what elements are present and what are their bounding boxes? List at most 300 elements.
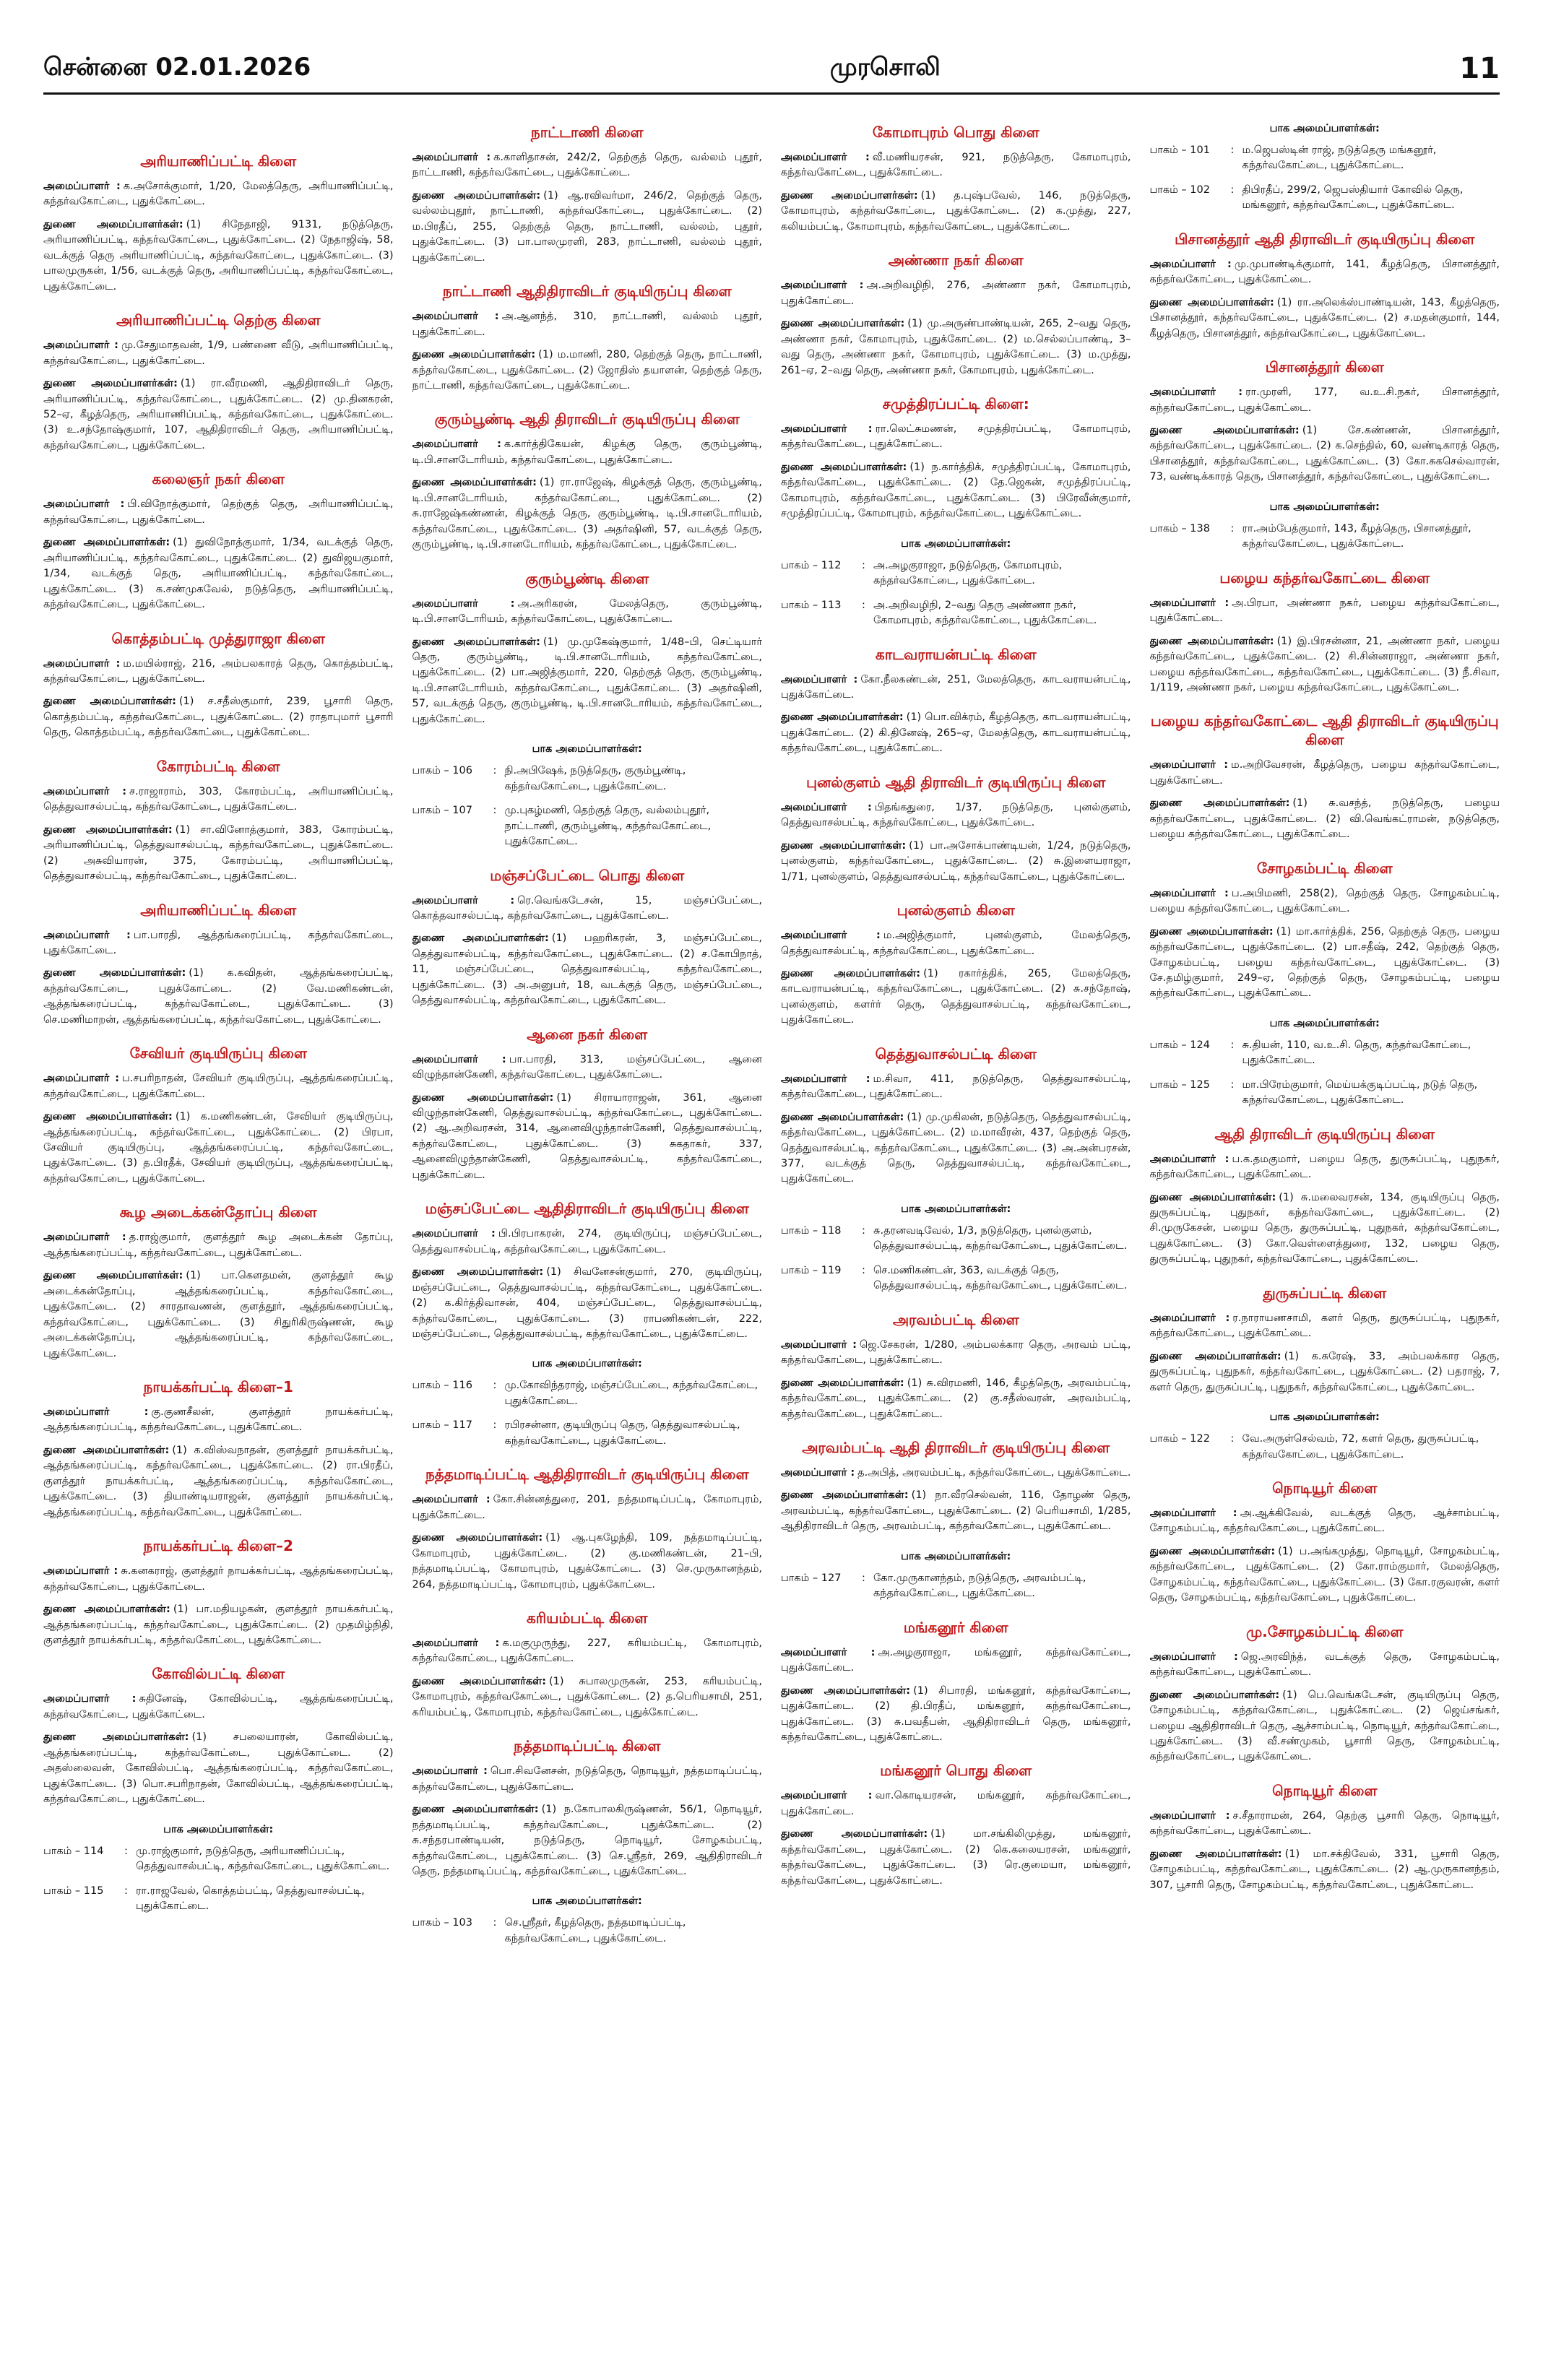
secretary-text: ச.சீதாராமன், 264, தெற்கு பூசாரி தெரு, நொடியூர், கந்தர்வகோட்டை, புதுக்கோட்டை. <box>1149 1809 1500 1838</box>
branch-title: நத்தமாடிப்பட்டி கிளை <box>514 1737 661 1755</box>
branch-title: நாயக்கர்பட்டி கிளை–1 <box>143 1378 293 1396</box>
deputies-label: துணை அமைப்பாளர்கள்: <box>1149 1350 1281 1362</box>
part-number: பாகம் – 138 <box>1149 522 1210 535</box>
branch-title: பழைய கந்தர்வகோட்டை கிளை <box>1219 568 1430 587</box>
branch-title: குரும்பூண்டி ஆதி திராவிடர் குடியிருப்பு கிளை <box>434 410 740 428</box>
branch-title: ஆனை நகர் கிளை <box>527 1025 648 1043</box>
part-text: ம.ஜெபஸ்டின் ராஜ், நடுத்தெரு மங்கனூர், கந்தர்வகோட்டை, புதுக்கோட்டை. <box>1242 144 1437 172</box>
part-text: ரபிரசன்னா, குடியிருப்பு தெரு, தெத்துவாசல்பட்டி, கந்தர்வகோட்டை, புதுக்கோட்டை. <box>504 1419 740 1447</box>
part-row <box>781 1571 1131 1602</box>
branch-title: மங்கனூர் கிளை <box>903 1618 1008 1636</box>
branch-title: கரியம்பட்டி கிளை <box>527 1609 648 1627</box>
branch-section <box>1150 711 1500 842</box>
part-separator: : <box>493 1917 497 1929</box>
deputies-entry <box>781 710 1131 756</box>
part-secretaries <box>412 1895 763 1947</box>
secretary-label: அமைப்பாளர் : <box>412 152 491 163</box>
deputies-label: துணை அமைப்பாளர்கள்: <box>412 636 540 648</box>
secretary-text: பி.பிரபாகரன், 274, குடியிருப்பு, மஞ்சப்பேட்டை, தெத்துவாசல்பட்டி, கந்தர்வகோட்டை, புதுக்கோட்டை. <box>412 1228 762 1255</box>
deputies-text: (1) க.மணிகண்டன், சேவியர் குடியிருப்பு, ஆத்தங்கரைப்பட்டி, கந்தர்வகோட்டை, புதுக்கோட்டை. (2) பிரபா, சேவியர் குடியிருப்பு, ஆத்தங்கரைப்பட்டி, கந்தர்வகோட்டை, புதுக்கோட்டை. (3) த.பிரதீக், சேவியர் குடியிருப்பு, ஆத்தங்கரைப்பட்டி, கந்தர்வகோட்டை, புதுக்கோட்டை. <box>43 1111 394 1185</box>
secretary-label: அமைப்பாளர் : <box>1149 597 1229 609</box>
secretary-text: த.ராஜ்குமார், குளத்தூர் கூழ அடைக்கன் தோப்பு, ஆத்தங்கரைப்பட்டி, கந்தர்வகோட்டை, புதுக்கோட்டை. <box>43 1232 394 1259</box>
secretary-text: க.கார்த்திகேயன், கிழக்கு தெரு, குரும்பூண்டி, டி.பி.சானடோரியம், கந்தர்வகோட்டை, புதுக்கோட்டை. <box>412 438 762 466</box>
secretary-entry <box>412 150 763 181</box>
deputies-label: துணை அமைப்பாளர்கள்: <box>1149 635 1274 647</box>
spacer <box>43 116 394 144</box>
branch-title: சேவியர் குடியிருப்பு கிளை <box>129 1044 307 1063</box>
secretary-label: அமைப்பாளர் : <box>781 1646 876 1658</box>
branch-section <box>1150 859 1500 1002</box>
secretary-label: அமைப்பாளர் : <box>43 1565 118 1578</box>
branch-title: மங்கனூர் பொது கிளை <box>880 1762 1032 1780</box>
deputies-entry <box>1150 1688 1500 1765</box>
deputies-label: துணை அமைப்பாளர்கள்: <box>412 1091 554 1104</box>
secretary-label: அமைப்பாளர் : <box>412 1765 488 1778</box>
branch-title: நத்தமாடிப்பட்டி ஆதிதிராவிடர் குடியிருப்பு கிளை <box>425 1466 749 1484</box>
part-secretaries-heading: பாக அமைப்பாளர்கள்: <box>1269 501 1380 513</box>
part-number: பாகம் – 118 <box>781 1224 842 1237</box>
secretary-label: அமைப்பாளர் : <box>781 1338 857 1351</box>
part-row <box>1150 522 1500 553</box>
part-number: பாகம் – 112 <box>781 559 842 571</box>
deputies-label: துணை அமைப்பாளர்கள்: <box>43 696 176 708</box>
deputies-label: துணை அமைப்பாளர்கள்: <box>1149 424 1300 436</box>
issue-date: சென்னை 02.01.2026 <box>43 53 311 82</box>
secretary-label: அமைப்பாளர் : <box>1149 1809 1230 1822</box>
branch-section <box>412 569 763 728</box>
part-separator: : <box>124 1845 128 1857</box>
secretary-text: ச.ராஜாராம், 303, கோரம்பட்டி, அரியாணிப்பட்டி, தெத்துவாசல்பட்டி, கந்தர்வகோட்டை, புதுக்கோட்டை. <box>43 785 394 813</box>
secretary-label: அமைப்பாளர் : <box>43 1073 120 1085</box>
deputies-entry <box>43 217 394 295</box>
deputies-label: துணை அமைப்பாளர்கள்: <box>43 1731 189 1744</box>
deputies-label: துணை அமைப்பாளர்கள்: <box>781 1684 911 1697</box>
deputies-text: (1) ரா.அலெக்ஸ்பாண்டியன், 143, கீழத்தெரு, பிசானத்தூர், கந்தர்வகோட்டை, புதுக்கோட்டை. (2) ச.மதன்குமார், 144, கீழத்தெரு, பிசானத்தூர், கந்தர்வகோட்டை, புதுக்கோட்டை. <box>1149 296 1500 339</box>
branch-title: நொடியூர் கிளை <box>1272 1781 1378 1799</box>
branch-title: பிசானத்தூர் ஆதி திராவிடர் குடியிருப்பு கிளை <box>1175 230 1475 248</box>
part-separator: : <box>1230 183 1235 196</box>
part-separator: : <box>493 1380 497 1392</box>
part-secretaries <box>43 1824 394 1915</box>
part-number: பாகம் – 124 <box>1149 1039 1210 1051</box>
deputies-text: (1) இ.பிரசன்னா, 21, அண்ணா நகர், பழைய கந்தர்வகோட்டை, புதுக்கோட்டை. (2) சி.சின்னராஜா, அண்ணா நகர், பழைய கந்தர்வகோட்டை, கந்தர்வகோட்டை, புதுக்கோட்டை. (3) நீ.சிவா, 1/119, அண்ணா நகர், பழைய கந்தர்வகோட்டை, புதுக்கோட்டை. <box>1149 635 1500 693</box>
part-secretaries-heading: பாக அமைப்பாளர்கள்: <box>532 1358 642 1370</box>
part-text: மு.கோவிந்தராஜ், மஞ்சப்பேட்டை, கந்தர்வகோட்டை, புதுக்கோட்டை. <box>504 1380 758 1407</box>
branch-title: குரும்பூண்டி கிளை <box>525 569 649 587</box>
secretary-label: அமைப்பாளர் : <box>1149 1153 1229 1165</box>
part-number: பாகம் – 125 <box>1149 1078 1210 1091</box>
branch-title: மஞ்சப்பேட்டை பொது கிளை <box>490 866 685 884</box>
secretary-text: ம.சிவா, 411, நடுத்தெரு, தெத்துவாசல்பட்டி, கந்தர்வகோட்டை, புதுக்கோட்டை. <box>781 1073 1131 1101</box>
deputies-label: துணை அமைப்பாளர்கள்: <box>43 1444 170 1456</box>
secretary-text: ரா.முரளி, 177, வ.உ.சி.நகர், பிசானத்தூர், கந்தர்வகோட்டை, புதுக்கோட்டை. <box>1149 386 1500 414</box>
deputies-text: (1) பா.மதியழகன், குளத்தூர் நாயக்கர்பட்டி, ஆத்தங்கரைப்பட்டி, கந்தர்வகோட்டை, புதுக்கோட்டை. (2) முதமிழ்நிதி, குளத்தூர் நாயக்கர்பட்டி, கந்தர்வகோட்டை, புதுக்கோட்டை. <box>43 1604 394 1646</box>
deputies-entry <box>1150 634 1500 696</box>
branch-section <box>781 1310 1131 1422</box>
part-row <box>781 598 1131 629</box>
deputies-entry <box>412 1265 763 1342</box>
secretary-text: சுதினேஷ், கோவில்பட்டி, ஆத்தங்கரைப்பட்டி, கந்தர்வகோட்டை, புதுக்கோட்டை. <box>43 1693 394 1721</box>
secretary-label: அமைப்பாளர் : <box>412 1228 496 1240</box>
part-number: பாகம் – 107 <box>412 805 472 817</box>
deputies-entry <box>1150 1190 1500 1268</box>
secretary-text: த.அபித், அரவம்பட்டி, கந்தர்வகோட்டை, புதுக்கோட்டை. <box>857 1467 1131 1479</box>
secretary-entry <box>1150 1809 1500 1840</box>
part-row <box>781 1224 1131 1255</box>
deputies-text: (1) பெ.வெங்கடேசன், குடியிருப்பு தெரு, சோழகம்பட்டி, கந்தர்வகோட்டை, புதுக்கோட்டை. (2) ஜெய்சங்கர், பழைய ஆதிதிராவிடர் தெரு, ஆச்சாம்பட்டி, நொடியூர், கந்தர்வகோட்டை, புதுக்கோட்டை. (3) வீ.சண்முகம், பூசாரி தெரு, சோழகம்பட்டி, கந்தர்வகோட்டை, புதுக்கோட்டை. <box>1149 1689 1500 1763</box>
secretary-label: அமைப்பாளர் : <box>43 1693 137 1705</box>
part-separator: : <box>493 765 497 777</box>
secretary-text: அ.அறிவழிநி, 276, அண்ணா நகர், கோமாபுரம், புதுக்கோட்டை. <box>781 280 1131 307</box>
branch-section <box>781 394 1131 522</box>
deputies-text: (1) க.கவிதன், ஆத்தங்கரைப்பட்டி, கந்தர்வகோட்டை, புதுக்கோட்டை. (2) வே.மணிகண்டன், ஆத்தங்கரைப்பட்டி, கந்தர்வகோட்டை, புதுக்கோட்டை. (3) செ.மணிமாறன், ஆத்தங்கரைப்பட்டி, கந்தர்வகோட்டை, புதுக்கோட்டை. <box>43 967 394 1026</box>
part-separator: : <box>493 1419 497 1432</box>
secretary-entry <box>43 1405 394 1436</box>
secretary-text: ம.அறிவேசரன், கீழத்தெரு, பழைய கந்தர்வகோட்டை, புதுக்கோட்டை. <box>1149 759 1500 787</box>
part-separator: : <box>862 1224 865 1237</box>
part-row <box>412 1916 763 1947</box>
secretary-label: அமைப்பாளர் : <box>43 929 131 941</box>
secretary-text: அ.பிரபா, அண்ணா நகர், பழைய கந்தர்வகோட்டை, புதுக்கோட்டை. <box>1149 597 1500 625</box>
deputies-entry <box>43 1109 394 1187</box>
deputies-text: (1) மு.முகேஷ்குமார், 1/48–பி, செட்டியார் தெரு, குரும்பூண்டி, டி.பி.சானடோரியம், கந்தர்வகோட்டை, புதுக்கோட்டை. (2) பா.அஜித்குமார், 220, தெற்குத் தெரு, குரும்பூண்டி, டி.பி.சானடோரியம், கந்தர்வகோட்டை, புதுக்கோட்டை. (3) அதர்ஷினி, 57, வடக்குத் தெரு, குரும்பூண்டி, டி.பி.சானடோரியம், கந்தர்வகோட்டை, புதுக்கோட்டை. <box>412 636 762 725</box>
secretary-label: அமைப்பாளர் : <box>1149 386 1243 399</box>
deputies-text: (1) ம.மாணி, 280, தெற்குத் தெரு, நாட்டாணி, கந்தர்வகோட்டை, புதுக்கோட்டை. (2) ஜோதிஸ் தயாளன், தெற்குத் தெரு, நாட்டாணி, கந்தர்வகோட்டை, புதுக்கோட்டை. <box>412 349 762 391</box>
deputies-label: துணை அமைப்பாளர்கள்: <box>1149 1191 1276 1203</box>
branch-title: நாட்டாணி கிளை <box>530 124 644 141</box>
deputies-entry <box>412 347 763 394</box>
branch-section <box>43 1664 394 1807</box>
deputies-label: துணை அமைப்பாளர்கள்: <box>43 218 183 230</box>
secretary-label: அமைப்பாளர் : <box>781 280 864 292</box>
secretary-label: அமைப்பாளர் : <box>781 673 858 685</box>
secretary-label: அமைப்பாளர் : <box>1149 887 1229 899</box>
secretary-label: அமைப்பாளர் : <box>781 930 881 942</box>
secretary-entry <box>43 338 394 369</box>
part-secretaries-heading: பாக அமைப்பாளர்கள்: <box>163 1823 274 1835</box>
secretary-label: அமைப்பாளர் : <box>43 339 118 352</box>
secretary-text: க.அசோக்குமார், 1/20, மேலத்தெரு, அரியாணிப்பட்டி, கந்தர்வகோட்டை, புதுக்கோட்டை. <box>43 181 394 208</box>
deputies-entry <box>781 1376 1131 1422</box>
secretary-text: க.காளிதாசன், 242/2, தெற்குத் தெரு, வல்லம் புதூர், நாட்டாணி, கந்தர்வகோட்டை, புதுக்கோட்டை. <box>412 152 762 179</box>
deputies-label: துணை அமைப்பாளர்கள்: <box>43 1111 173 1123</box>
deputies-label: துணை அமைப்பாளர்கள்: <box>412 932 549 945</box>
part-text: திபிரதீப், 299/2, ஜெபஸ்தியார் கோவில் தெரு, மங்கனூர், கந்தர்வகோட்டை, புதுக்கோட்டை. <box>1242 183 1464 212</box>
deputies-entry <box>412 931 763 1008</box>
secretary-entry <box>412 309 763 340</box>
deputies-entry <box>781 1488 1131 1534</box>
deputies-text: (1) ரா.வீரமணி, ஆதிதிராவிடர் தெரு, அரியாணிப்பட்டி, கந்தர்வகோட்டை, புதுக்கோட்டை. (2) மு.தினகரன், 52–ஏ, கீழத்தெரு, அரியாணிப்பட்டி, கந்தர்வகோட்டை, புதுக்கோட்டை. (3) உ.சந்தோஷ்குமார், 107, ஆதிதிராவிடர் தெரு, அரியாணிப்பட்டி, கந்தர்வகோட்டை, புதுக்கோட்டை. <box>43 378 394 451</box>
part-number: பாகம் – 122 <box>1149 1433 1210 1445</box>
secretary-entry <box>43 1230 394 1261</box>
secretary-text: க.மகுமுருந்து, 227, கரியம்பட்டி, கோமாபுரம், கந்தர்வகோட்டை, புதுக்கோட்டை. <box>412 1637 762 1665</box>
deputies-text: (1) சிபாரதி, மங்கனூர், கந்தர்வகோட்டை, புதுக்கோட்டை. (2) தி.பிரதீப், மங்கனூர், கந்தர்வகோட்டை, புதுக்கோட்டை. (3) சு.பவதீபன், ஆதிதிராவிடர் தெரு, மங்கனூர், கந்தர்வகோட்டை, புதுக்கோட்டை. <box>781 1684 1131 1743</box>
branch-section <box>43 152 394 295</box>
secretary-entry <box>43 784 394 815</box>
deputies-entry <box>1150 423 1500 485</box>
secretary-label: அமைப்பாளர் : <box>781 801 872 813</box>
part-row <box>1150 1038 1500 1069</box>
secretary-text: மு.சேதுமாதவன், 1/9, பண்ணை வீடு, அரியாணிப்பட்டி, கந்தர்வகோட்டை, புதுக்கோட்டை. <box>43 339 394 367</box>
deputies-entry <box>412 189 763 266</box>
page-number: 11 <box>1459 52 1500 85</box>
deputies-text: (1) சு.மலைவரசன், 134, குடியிருப்பு தெரு, துருசுப்பட்டி, புதுநகர், கந்தர்வகோட்டை, புதுக்கோட்டை. (2) சி.முருகேசன், பழைய தெரு, துருசுப்பட்டி, புதுநகர், கந்தர்வகோட்டை, புதுக்கோட்டை. (3) கோ.வெள்ளைத்துரை, 132, பழைய தெரு, துருசுப்பட்டி, புதுநகர், கந்தர்வகோட்டை, புதுக்கோட்டை. <box>1149 1191 1500 1265</box>
part-secretaries <box>1150 501 1500 553</box>
part-number: பாகம் – 103 <box>412 1917 472 1929</box>
branch-section <box>1150 358 1500 485</box>
deputies-entry <box>1150 295 1500 342</box>
deputies-entry <box>1150 1349 1500 1395</box>
deputies-text: (1) ந.கார்த்திக், சமுத்திரப்பட்டி, கோமாபுரம், கந்தர்வகோட்டை, புதுக்கோட்டை. (2) தே.ஜெகன், சமுத்திரப்பட்டி, கோமாபுரம், கந்தர்வகோட்டை, புதுக்கோட்டை. (3) பிரேவீன்குமார், சமுத்திரப்பட்டி, கோமாபுரம், கந்தர்வகோட்டை, புதுக்கோட்டை. <box>781 461 1131 520</box>
part-separator: : <box>1230 1433 1235 1445</box>
branch-section <box>1150 1479 1500 1606</box>
secretary-label: அமைப்பாளர் : <box>412 311 499 323</box>
secretary-text: அ.அரிகரன், மேலத்தெரு, குரும்பூண்டி, டி.பி.சானடோரியம், கந்தர்வகோட்டை, புதுக்கோட்டை. <box>412 597 762 626</box>
secretary-entry <box>781 1338 1131 1369</box>
part-secretaries-heading: பாக அமைப்பாளர்கள்: <box>532 743 642 756</box>
secretary-text: ப.அபிமணி, 258(2), தெற்குத் தெரு, சோழகம்பட்டி, பழைய கந்தர்வகோட்டை, புதுக்கோட்டை. <box>1149 887 1500 915</box>
deputies-entry <box>43 1602 394 1648</box>
secretary-entry <box>412 1636 763 1667</box>
deputies-label: துணை அமைப்பாளர்கள்: <box>43 823 173 836</box>
branch-title: மஞ்சப்பேட்டை ஆதிதிராவிடர் குடியிருப்பு கிளை <box>425 1200 749 1218</box>
deputies-entry <box>1150 1544 1500 1606</box>
secretary-label: அமைப்பாளர் : <box>781 1467 855 1479</box>
secretary-text: கோ.சின்னத்துரை, 201, நத்தமாடிப்பட்டி, கோமாபுரம், புதுக்கோட்டை. <box>412 1494 762 1521</box>
branch-title: கொத்தம்பட்டி முத்துராஜா கிளை <box>111 629 325 647</box>
secretary-label: அமைப்பாளர் : <box>781 1790 873 1802</box>
deputies-text: (1) ந.கோபாலகிருஷ்ணன், 56/1, நொடியூர், நத்தமாடிப்பட்டி, கந்தர்வகோட்டை, புதுக்கோட்டை. (2) சு.சந்தரபாண்டியன், நடுத்தெரு, நொடியூர், சோழகம்பட்டி, கந்தர்வகோட்டை, புதுக்கோட்டை. (3) செ.ஸ்ரீதர், 269, ஆதிதிராவிடர் தெரு, நத்தமாடிப்பட்டி, கந்தர்வகோட்டை, புதுக்கோட்டை. <box>412 1804 762 1877</box>
part-number: பாகம் – 114 <box>43 1845 104 1857</box>
part-secretaries <box>781 1203 1131 1294</box>
branch-section <box>43 469 394 613</box>
secretary-entry <box>1150 257 1500 288</box>
deputies-label: துணை அமைப்பாளர்கள்: <box>412 477 537 489</box>
deputies-text: (1) சா.வினோத்குமார், 383, கோரம்பட்டி, அரியாணிப்பட்டி, தெத்துவாசல்பட்டி, கந்தர்வகோட்டை, புதுக்கோட்டை. (2) அசுவியாரன், 375, கோரம்பட்டி, அரியாணிப்பட்டி, தெத்துவாசல்பட்டி, கந்தர்வகோட்டை, புதுக்கோட்டை. <box>43 823 394 883</box>
deputies-text: (1) சே.கண்ணன், பிசானத்தூர், கந்தர்வகோட்டை, புதுக்கோட்டை. (2) க.செந்தில், 60, வண்டிகாரத் தெரு, பிசானத்தூர், கந்தர்வகோட்டை, புதுக்கோட்டை. (3) கோ.சுகசெல்வாரன், 73, வண்டிக்காரத் தெரு, பிசானத்தூர், கந்தர்வகோட்டை, புதுக்கோட்டை. <box>1149 424 1500 483</box>
branch-section <box>781 645 1131 757</box>
branch-section <box>412 866 763 1009</box>
secretary-entry <box>43 928 394 959</box>
branch-title: அரவம்பட்டி ஆதி திராவிடர் குடியிருப்பு கிளை <box>802 1439 1110 1457</box>
part-secretaries-heading: பாக அமைப்பாளர்கள்: <box>901 1550 1011 1562</box>
branch-title: நாயக்கர்பட்டி கிளை–2 <box>143 1537 293 1555</box>
part-text: செ.மணிகண்டன், 363, வடக்குத் தெரு, தெத்துவாசல்பட்டி, கந்தர்வகோட்டை, புதுக்கோட்டை. <box>873 1264 1128 1292</box>
branch-title: அண்ணா நகர் கிளை <box>888 251 1024 269</box>
part-separator: : <box>1230 1078 1235 1091</box>
secretary-text: மு.முபாண்டிக்குமார், 141, கீழத்தெரு, பிசானத்தூர், கந்தர்வகோட்டை, புதுக்கோட்டை. <box>1149 258 1500 286</box>
deputies-text: (1) சபலையாரன், கோவில்பட்டி, ஆத்தங்கரைப்பட்டி, கந்தர்வகோட்டை, புதுக்கோட்டை. (2) அதஸ்லைவன், கோவில்பட்டி, ஆத்தங்கரைப்பட்டி, கந்தர்வகோட்டை, புதுக்கோட்டை. (3) பொ.சபரிநாதன், கோவில்பட்டி, ஆத்தங்கரைப்பட்டி, கந்தர்வகோட்டை, புதுக்கோட்டை. <box>43 1731 394 1806</box>
part-row <box>43 1844 394 1875</box>
part-separator: : <box>1230 1039 1235 1051</box>
branch-title: பழைய கந்தர்வகோட்டை ஆதி திராவிடர் குடியிருப்பு கிளை <box>1150 712 1499 749</box>
branch-title: அரியாணிப்பட்டி தெற்கு கிளை <box>116 311 321 329</box>
deputies-label: துணை அமைப்பாளர்கள்: <box>412 1675 547 1687</box>
deputies-label: துணை அமைப்பாளர்கள்: <box>1149 296 1274 308</box>
secretary-entry <box>412 1226 763 1258</box>
branch-section <box>412 123 763 266</box>
deputies-entry <box>781 966 1131 1029</box>
secretary-label: அமைப்பாளர் : <box>43 657 121 670</box>
part-text: ரா.அம்பேத்குமார், 143, கீழத்தெரு, பிசானத்தூர், கந்தர்வகோட்டை, புதுக்கோட்டை. <box>1242 522 1471 550</box>
secretary-entry <box>781 1072 1131 1103</box>
secretary-label: அமைப்பாளர் : <box>1149 1507 1237 1520</box>
part-separator: : <box>862 1264 865 1276</box>
branch-section <box>412 1199 763 1342</box>
masthead <box>43 45 1500 95</box>
deputies-label: துணை அமைப்பாளர்கள்: <box>781 1377 904 1389</box>
branch-title: கோரம்பட்டி கிளை <box>156 757 280 775</box>
deputies-label: துணை அமைப்பாளர்கள்: <box>781 461 907 473</box>
deputies-label: துணை அமைப்பாளர்கள்: <box>781 711 904 724</box>
column-2 <box>412 116 763 2369</box>
deputies-label: துணை அமைப்பாளர்கள்: <box>412 349 536 361</box>
secretary-label: அமைப்பாளர் : <box>412 1637 500 1649</box>
branch-section <box>43 901 394 1029</box>
part-number: பாகம் – 106 <box>412 765 472 777</box>
column-1 <box>43 116 394 2369</box>
secretary-entry <box>412 437 763 468</box>
deputies-entry <box>1150 1847 1500 1893</box>
deputies-text: (1) மு.அருண்பாண்டியன், 265, 2–வது தெரு, அண்ணா நகர், கோமாபுரம், புதுக்கோட்டை. (2) ம.செல்லப்பாண்டி, 3–வது தெரு, அண்ணா நகர், கோமாபுரம், புதுக்கோட்டை. (3) ம.முத்து, 261–ஏ, 2–வது தெரு, அண்ணா நகர், கோமாபுரம், புதுக்கோட்டை. <box>781 318 1131 376</box>
secretary-entry <box>1150 385 1500 416</box>
part-text: ரா.ராஜவேல், கொத்தம்பட்டி, தெத்துவாசல்பட்டி, புதுக்கோட்டை. <box>136 1884 365 1912</box>
branch-section <box>43 1044 394 1187</box>
secretary-text: ரா.லெட்சுமணன், சமுத்திரப்பட்டி, கோமாபுரம், கந்தர்வகோட்டை, புதுக்கோட்டை. <box>781 423 1131 451</box>
part-text: சு.தரனவடிவேல், 1/3, நடுத்தெரு, புனல்குளம், தெத்துவாசல்பட்டி, கந்தர்வகோட்டை, புதுக்கோட்டை. <box>873 1224 1128 1252</box>
branch-title: தெத்துவாசல்பட்டி கிளை <box>875 1044 1037 1063</box>
column-4 <box>1150 116 1500 2369</box>
deputies-label: துணை அமைப்பாளர்கள்: <box>781 967 921 979</box>
secretary-entry <box>43 1692 394 1723</box>
deputies-entry <box>43 694 394 740</box>
part-secretaries-heading: பாக அமைப்பாளர்கள்: <box>532 1895 642 1908</box>
branch-section <box>412 282 763 394</box>
secretary-entry <box>43 1071 394 1102</box>
part-separator: : <box>1230 522 1235 535</box>
deputies-label: துணை அமைப்பாளர்கள்: <box>1149 925 1274 938</box>
deputies-text: (1) மா.சக்திவேல், 331, பூசாரி தெரு, சோழகம்பட்டி, கந்தர்வகோட்டை, புதுக்கோட்டை. (2) ஆ.முருகானந்தம், 307, பூசாரி தெரு, சோழகம்பட்டி, கந்தர்வகோட்டை, புதுக்கோட்டை. <box>1149 1848 1500 1891</box>
deputies-entry <box>43 823 394 885</box>
branch-section <box>412 1736 763 1879</box>
secretary-entry <box>781 422 1131 453</box>
secretary-entry <box>781 278 1131 309</box>
secretary-entry <box>43 179 394 210</box>
deputies-entry <box>412 1091 763 1184</box>
deputies-label: துணை அமைப்பாளர்கள்: <box>43 1604 170 1616</box>
part-text: மு.புகழ்மணி, தெற்குத் தெரு, வல்லம்புதூர், நாட்டாணி, குரும்பூண்டி, கந்தர்வகோட்டை, புதுக்கோட்டை. <box>504 805 712 848</box>
branch-section <box>1150 1125 1500 1268</box>
branch-section <box>781 1761 1131 1889</box>
secretary-entry <box>781 800 1131 831</box>
part-row <box>1150 1078 1500 1109</box>
deputies-entry <box>43 376 394 454</box>
secretary-text: கு.குணசீலன், குளத்தூர் நாயக்கர்பட்டி, ஆத்தங்கரைப்பட்டி, கந்தர்வகோட்டை, புதுக்கோட்டை. <box>43 1406 394 1434</box>
branch-section <box>43 1377 394 1520</box>
secretary-text: ம.அஜித்குமார், புனல்குளம், மேலத்தெரு, தெத்துவாசல்பட்டி, கந்தர்வகோட்டை, புதுக்கோட்டை. <box>781 930 1131 957</box>
deputies-entry <box>412 635 763 728</box>
deputies-label: துணை அமைப்பாளர்கள்: <box>781 839 907 852</box>
secretary-text: பொ.சிவனேசன், நடுத்தெரு, நொடியூர், நத்தமாடிப்பட்டி, கந்தர்வகோட்டை, புதுக்கோட்டை. <box>412 1765 762 1793</box>
secretary-entry <box>1150 1650 1500 1681</box>
part-separator: : <box>862 559 865 571</box>
deputies-label: துணை அமைப்பாளர்கள்: <box>43 967 186 979</box>
branch-section <box>412 1465 763 1593</box>
secretary-label: அமைப்பாளர் : <box>1149 258 1232 270</box>
deputies-entry <box>781 1827 1131 1889</box>
branch-title: சோழகம்பட்டி கிளை <box>1256 859 1393 877</box>
deputies-text: (1) பொ.விக்ரம், கீழத்தெரு, காடவராயன்பட்டி, புதுக்கோட்டை. (2) கி.தினேஷ், 265–ஏ, மேலத்தெரு, காடவராயன்பட்டி, கந்தர்வகோட்டை, புதுக்கோட்டை. <box>781 711 1131 755</box>
part-secretaries <box>412 1358 763 1449</box>
secretary-text: ம.மயில்ராஜ், 216, அம்பலகாரத் தெரு, கொத்தம்பட்டி, கந்தர்வகோட்டை, புதுக்கோட்டை. <box>43 657 394 685</box>
part-text: அ.அழகுராஜா, நடுத்தெரு, கோமாபுரம், கந்தர்வகோட்டை, புதுக்கோட்டை. <box>873 559 1063 587</box>
branch-section <box>1150 1622 1500 1765</box>
secretary-entry <box>1150 1152 1500 1183</box>
secretary-label: அமைப்பாளர் : <box>43 1406 149 1419</box>
part-text: அ.அறிவழிநி, 2–வது தெரு அண்ணா நகர், கோமாபுரம், கந்தர்வகோட்டை, புதுக்கோட்டை. <box>873 599 1097 627</box>
secretary-label: அமைப்பாளர் : <box>43 1232 126 1244</box>
secretary-text: பா.பாரதி, 313, மஞ்சப்பேட்டை, ஆனை விழுந்தான்கேணி, கந்தர்வகோட்டை, புதுக்கோட்டை. <box>412 1053 762 1081</box>
branch-title: கூழ அடைக்கன்தோப்பு கிளை <box>119 1203 317 1221</box>
secretary-entry <box>1150 758 1500 789</box>
secretary-entry <box>43 657 394 688</box>
secretary-entry <box>412 893 763 925</box>
deputies-text: (1) ப.அங்கமுத்து, நொடியூர், சோழகம்பட்டி, கந்தர்வகோட்டை, புதுக்கோட்டை. (2) கோ.ராம்குமார், மேலத்தெரு, சோழகம்பட்டி, கந்தர்வகோட்டை, புதுக்கோட்டை. (3) கோ.ரகுவரன், களர் தெரு, சோழகம்பட்டி, கந்தர்வகோட்டை, புதுக்கோட்டை. <box>1149 1545 1500 1604</box>
part-secretaries <box>1150 1411 1500 1463</box>
deputies-text: (1) மு.முகிலன், நடுத்தெரு, தெத்துவாசல்பட்டி, கந்தர்வகோட்டை, புதுக்கோட்டை. (2) ம.மாவீரன், 437, தெற்குத் தெரு, தெத்துவாசல்பட்டி, கந்தர்வகோட்டை, புதுக்கோட்டை. (3) அ.அன்பரசன், 377, வடக்குத் தெரு, தெத்துவாசல்பட்டி, கந்தர்வகோட்டை, புதுக்கோட்டை. <box>781 1111 1131 1185</box>
secretary-entry <box>1150 1506 1500 1537</box>
secretary-text: அ.அழகுராஜா, மங்கனூர், கந்தர்வகோட்டை, புதுக்கோட்டை. <box>781 1646 1131 1674</box>
secretary-entry <box>1150 886 1500 917</box>
part-secretaries <box>781 538 1131 629</box>
secretary-text: சு.கனகராஜ், குளத்தூர் நாயக்கர்பட்டி, ஆத்தங்கரைப்பட்டி, கந்தர்வகோட்டை, புதுக்கோட்டை. <box>43 1565 394 1593</box>
part-secretaries <box>412 743 763 849</box>
part-separator: : <box>862 1572 865 1584</box>
part-number: பாகம் – 115 <box>43 1884 104 1897</box>
branch-section <box>781 773 1131 885</box>
secretary-label: அமைப்பாளர் : <box>1149 759 1229 771</box>
part-separator: : <box>124 1884 128 1897</box>
part-secretaries-heading: பாக அமைப்பாளர்கள்: <box>1269 1411 1380 1424</box>
deputies-label: துணை அமைப்பாளர்கள்: <box>43 537 170 549</box>
deputies-text: (1) ரகார்த்திக், 265, மேலத்தெரு, காடவராயன்பட்டி, கந்தர்வகோட்டை, புதுக்கோட்டை. (2) சு.சந்தோஷ், புனல்குளம், களர்ர் தெரு, தெத்துவாசல்பட்டி, கந்தர்வகோட்டை, புதுக்கோட்டை. <box>781 967 1131 1026</box>
deputies-text: (1) பா.அசோக்பாண்டியன், 1/24, நடுத்தெரு, புனல்குளம், கந்தர்வகோட்டை, புதுக்கோட்டை. (2) சு.இளையராஜா, 1/71, புனல்குளம், தெத்துவாசல்பட்டி, கந்தர்வகோட்டை, புதுக்கோட்டை. <box>781 839 1131 883</box>
part-text: செ.ஸ்ரீதர், கீழத்தெரு, நத்தமாடிப்பட்டி, கந்தர்வகோட்டை, புதுக்கோட்டை. <box>504 1917 686 1944</box>
branch-title: புனல்குளம் கிளை <box>896 901 1015 919</box>
branch-title: கோவில்பட்டி கிளை <box>152 1665 285 1683</box>
deputies-entry <box>781 316 1131 378</box>
deputies-label: துணை அமைப்பாளர்கள்: <box>781 1111 904 1123</box>
deputies-label: துணை அமைப்பாளர்கள்: <box>412 1532 543 1544</box>
deputies-entry <box>781 1684 1131 1746</box>
part-number: பாகம் – 101 <box>1149 144 1210 156</box>
branch-title: நாட்டாணி ஆதிதிராவிடர் குடியிருப்பு கிளை <box>442 282 732 300</box>
deputies-entry <box>43 1443 394 1520</box>
deputies-text: (1) சு.விரமணி, 146, கீழத்தெரு, அரவம்பட்டி, கந்தர்வகோட்டை, புதுக்கோட்டை. (2) கு.சதீஸ்வரன், அரவம்பட்டி, கந்தர்வகோட்டை, புதுக்கோட்டை. <box>781 1377 1131 1420</box>
branch-title: கோமாபுரம் பொது கிளை <box>872 124 1040 141</box>
part-separator: : <box>493 805 497 817</box>
branch-section <box>1150 1284 1500 1395</box>
part-number: பாகம் – 113 <box>781 599 842 611</box>
deputies-text: (1) துவிநோத்குமார், 1/34, வடக்குத் தெரு, அரியாணிப்பட்டி, கந்தர்வகோட்டை, புதுக்கோட்டை. (2) துவிஜயகுமார், 1/34, வடக்குத் தெரு, அரியாணிப்பட்டி, கந்தர்வகோட்டை, புதுக்கோட்டை. (3) க.சண்முகவேல், நடுத்தெரு, அரியாணிப்பட்டி, கந்தர்வகோட்டை, புதுக்கோட்டை. <box>43 537 394 611</box>
deputies-entry <box>412 475 763 553</box>
deputies-text: (1) சிநேதாஜி, 9131, நடுத்தெரு, அரியாணிப்பட்டி, கந்தர்வகோட்டை, புதுக்கோட்டை. (2) நேதாஜிஷ், 58, வடக்குத் தெரு அரியாணிப்பட்டி, கந்தர்வகோட்டை, புதுக்கோட்டை. (3) பாலமுருகன், 1/56, வடக்குத் தெரு, அரியாணிப்பட்டி, கந்தர்வகோட்டை, புதுக்கோட்டை. <box>43 218 394 293</box>
secretary-entry <box>1150 596 1500 627</box>
part-row <box>412 1418 763 1449</box>
secretary-entry <box>412 1764 763 1795</box>
deputies-entry <box>1150 925 1500 1002</box>
deputies-text: (1) த.புஷ்பவேல், 146, நடுத்தெரு, கோமாபுரம், கந்தர்வகோட்டை, புதுக்கோட்டை. (2) க.முத்து, 227, கலியம்பட்டி, கோமாபுரம், கந்தர்வகோட்டை, புதுக்கோட்டை. <box>781 189 1131 233</box>
